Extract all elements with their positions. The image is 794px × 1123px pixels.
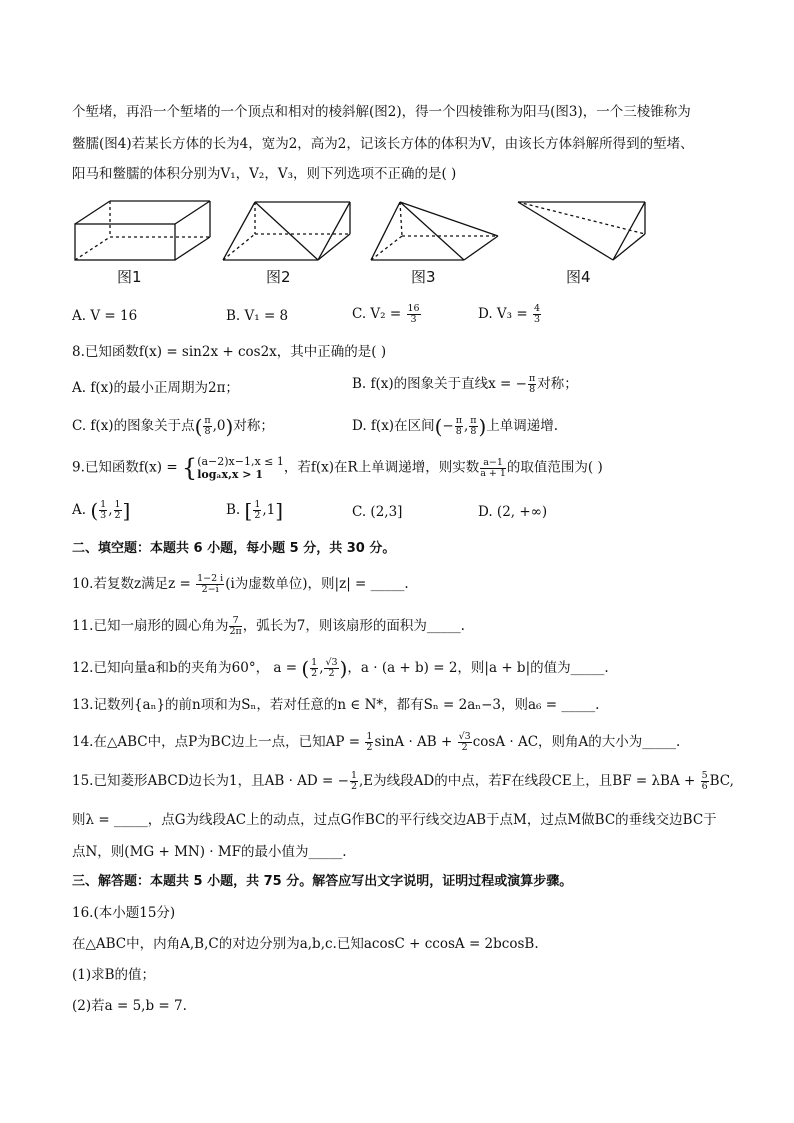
figure-2-label: 图2 xyxy=(266,268,291,286)
figure-3-pyramid xyxy=(368,198,503,264)
q15-line3: 点N，则(MG + MN) · MF的最小值为_____. xyxy=(72,844,347,860)
q11: 11.已知一扇形的圆心角为 $\frac{7}{2\pi}$ ，弧长为7，则该扇形的面积为_____. xyxy=(72,615,465,637)
q14: 14.在△ABC中，点P为BC边上一点，已知AP = $\frac{1}{2}$ sinA · AB + $\frac{√3}{2}$ cosA · AC，则角A的大小为_____. xyxy=(72,731,681,753)
figure-1-cuboid xyxy=(72,198,212,264)
q8-option-c: C. f(x)的图象关于点( $\frac{\pi}{8}$ ,0)对称； xyxy=(72,414,274,439)
q15-line1: 15.已知菱形ABCD边长为1，且AB · AD = − $\frac{1}{2}$ ,E为线段AD的中点，若F在线段CE上，且BF = λBA + $\frac{5}{6}$ BC, xyxy=(72,770,734,792)
q9-option-c: C. (2,3] xyxy=(352,504,403,520)
q16-part1: (1)求B的值； xyxy=(72,967,156,983)
q7-option-c: C. V₂ = $\frac{16}{3}$ xyxy=(352,303,420,325)
q8-option-d: D. f(x)在区间(− $\frac{\pi}{8}$ , $\frac{\pi}{8}$ )上单调递增. xyxy=(352,414,559,439)
figure-1-label: 图1 xyxy=(117,268,142,286)
q7-line2: 鳖臑(图4)若某长方体的长为4，宽为2，高为2，记该长方体的体积为V，由该长方体斜解所得到的堑堵、 xyxy=(72,136,694,152)
q13: 13.记数列{aₙ}的前n项和为Sₙ，若对任意的n ∈ N*，都有Sₙ = 2aₙ−3，则a₆ = _____. xyxy=(72,697,600,713)
q9-option-d: D. (2, +∞) xyxy=(478,504,548,520)
q9-option-b: B. [ $\frac{1}{2}$ ,1] xyxy=(226,498,284,523)
figure-4-label: 图4 xyxy=(566,268,591,286)
q7-line1: 个堑堵，再沿一个堑堵的一个顶点和相对的棱斜解(图2)，得一个四棱锥称为阳马(图3)，一个三棱锥称为 xyxy=(72,104,691,120)
q9-option-a: A. ( $\frac{1}{3}$ , $\frac{1}{2}$ ] xyxy=(72,498,131,523)
q8-stem: 8.已知函数f(x) = sin2x + cos2x，其中正确的是( ) xyxy=(72,344,387,360)
q7-option-d: D. V₃ = $\frac{4}{3}$ xyxy=(478,303,541,325)
figure-4-tetrahedron xyxy=(515,198,650,264)
figure-3-label: 图3 xyxy=(411,268,436,286)
q7-option-b: B. V₁ = 8 xyxy=(226,308,289,324)
q16-stem: 在△ABC中，内角A,B,C的对边分别为a,b,c.已知acosC + ccosA = 2bcosB. xyxy=(72,936,539,952)
q7-line3: 阳马和鳖臑的体积分别为V₁，V₂，V₃，则下列选项不正确的是( ) xyxy=(72,166,457,182)
q8-option-b: B. f(x)的图象关于直线x = − $\frac{\pi}{8}$ 对称； xyxy=(352,373,578,395)
q16-part2: (2)若a = 5,b = 7. xyxy=(72,998,187,1014)
q15-line2: 则λ = _____，点G为线段AC上的动点，过点G作BC的平行线交边AB于点M，过点M做BC的垂线交边BC于 xyxy=(72,812,717,828)
q10: 10.若复数z满足z = $\frac{1-2 i}{2-i}$ (i为虚数单位)，则|z| = _____. xyxy=(72,573,409,595)
q9-stem: 9.已知函数f(x) = { (a−2)x−1,x ≤ 1 logₐx,x > 1 ，若f(x)在R上单调递增，则实数 $\frac{a-1}{a + 1}$ 的取值范围为( ) xyxy=(72,454,603,482)
q8-option-a: A. f(x)的最小正周期为2π； xyxy=(72,380,239,396)
q7-option-a: A. V = 16 xyxy=(72,308,138,324)
section-2-heading: 二、填空题：本题共 6 小题，每小题 5 分，共 30 分。 xyxy=(72,541,396,556)
section-3-heading: 三、解答题：本题共 5 小题，共 75 分。解答应写出文字说明，证明过程或演算步骤。 xyxy=(72,874,573,889)
figure-2-prism xyxy=(220,198,355,264)
q12: 12.已知向量a和b的夹角为60°， a = ( $\frac{1}{2}$ , $\frac{√3}{2}$ )，a · (a + b) = 2，则|a + b|的值为_____. xyxy=(72,656,609,681)
q16-head: 16.(本小题15分) xyxy=(72,905,176,921)
